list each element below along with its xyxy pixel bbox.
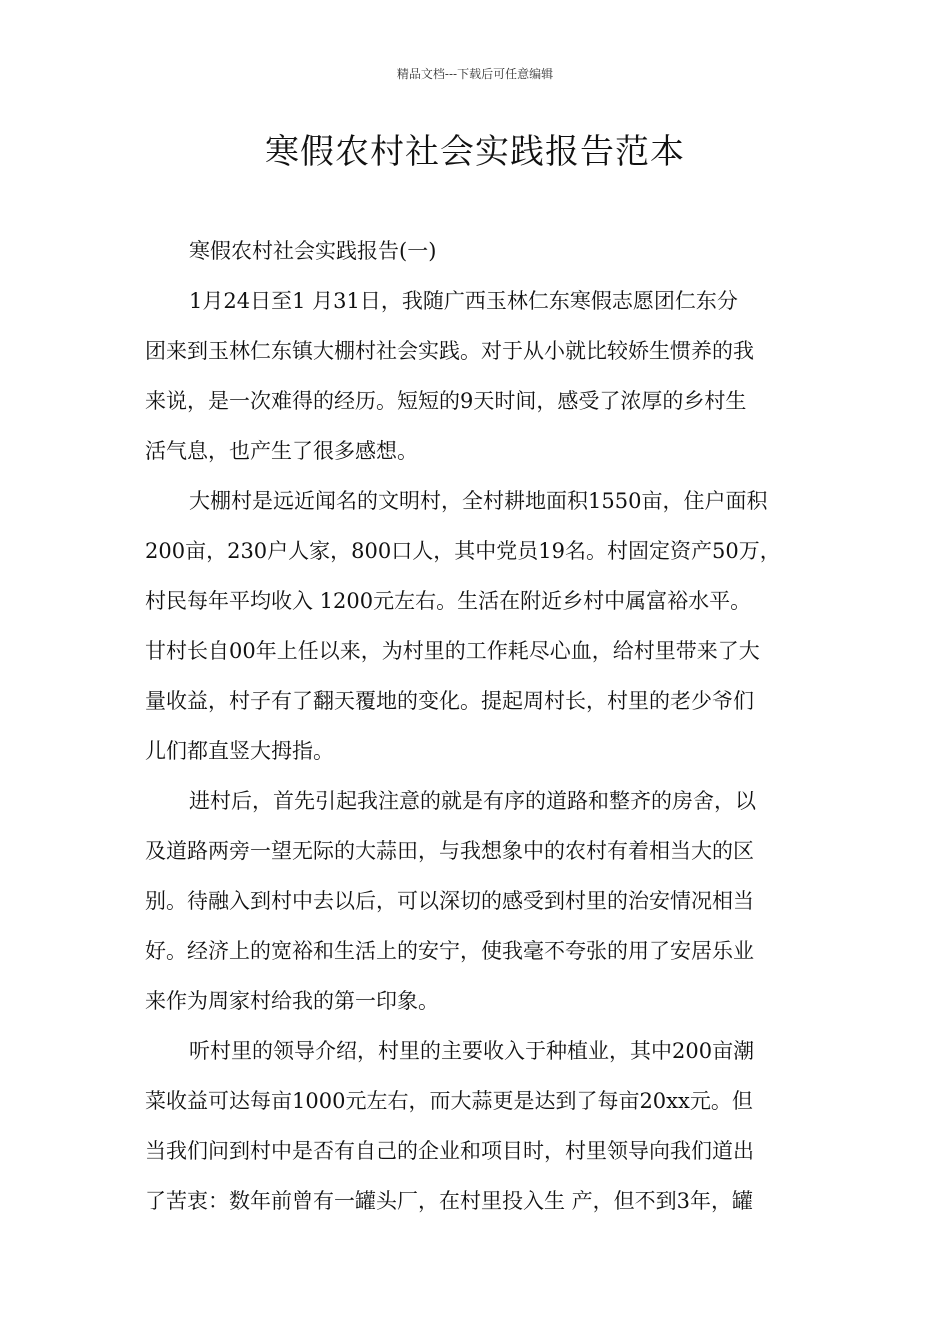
paragraph-1-line-4: 活气息，也产生了很多感想。 — [145, 439, 418, 463]
paragraph-1-line-2: 团来到玉林仁东镇大棚村社会实践。对于从小就比较娇生惯养的我 — [145, 339, 754, 363]
paragraph-4-line-2: 菜收益可达每亩1000元左右，而大蒜更是达到了每亩20xx元。但 — [145, 1089, 753, 1113]
paragraph-2-line-5: 量收益，村子有了翻天覆地的变化。提起周村长，村里的老少爷们 — [145, 689, 754, 713]
document-body — [145, 226, 815, 1226]
paragraph-3-line-5: 来作为周家村给我的第一印象。 — [145, 989, 439, 1013]
paragraph-3-line-1: 进村后，首先引起我注意的就是有序的道路和整齐的房舍，以 — [189, 789, 756, 813]
paragraph-2-line-6: 儿们都直竖大拇指。 — [145, 739, 334, 763]
paragraph-4-line-4: 了苦衷：数年前曾有一罐头厂，在村里投入生 产，但不到3年，罐 — [145, 1189, 754, 1213]
paragraph-2-line-1: 大棚村是远近闻名的文明村，全村耕地面积1550亩，住户面积 — [189, 489, 768, 513]
paragraph-2-line-2: 200亩，230户人家，800口人，其中党员19名。村固定资产50万， — [145, 539, 781, 563]
paragraph-3-line-2: 及道路两旁一望无际的大蒜田，与我想象中的农村有着相当大的区 — [145, 839, 754, 863]
paragraph-2-line-3: 村民每年平均收入 1200元左右。生活在附近乡村中属富裕水平。 — [145, 589, 752, 613]
paragraph-4-line-3: 当我们问到村中是否有自己的企业和项目时，村里领导向我们道出 — [145, 1139, 754, 1163]
paragraph-3-line-4: 好。经济上的宽裕和生活上的安宁，使我毫不夸张的用了安居乐业 — [145, 939, 754, 963]
section-heading: 寒假农村社会实践报告(一) — [189, 239, 437, 263]
paragraph-1-line-1: 1月24日至1 月31日，我随广西玉林仁东寒假志愿团仁东分 — [189, 289, 738, 313]
paragraph-3-line-3: 别。待融入到村中去以后，可以深切的感受到村里的治安情况相当 — [145, 889, 754, 913]
paragraph-1-line-3: 来说，是一次难得的经历。短短的9天时间，感受了浓厚的乡村生 — [145, 389, 747, 413]
document-title: 寒假农村社会实践报告范本 — [265, 132, 685, 172]
paragraph-4-line-1: 听村里的领导介绍，村里的主要收入于种植业，其中200亩潮 — [189, 1039, 755, 1063]
paragraph-2-line-4: 甘村长自00年上任以来，为村里的工作耗尽心血，给村里带来了大 — [145, 639, 760, 663]
header-note: 精品文档---下载后可任意编辑 — [396, 67, 554, 81]
